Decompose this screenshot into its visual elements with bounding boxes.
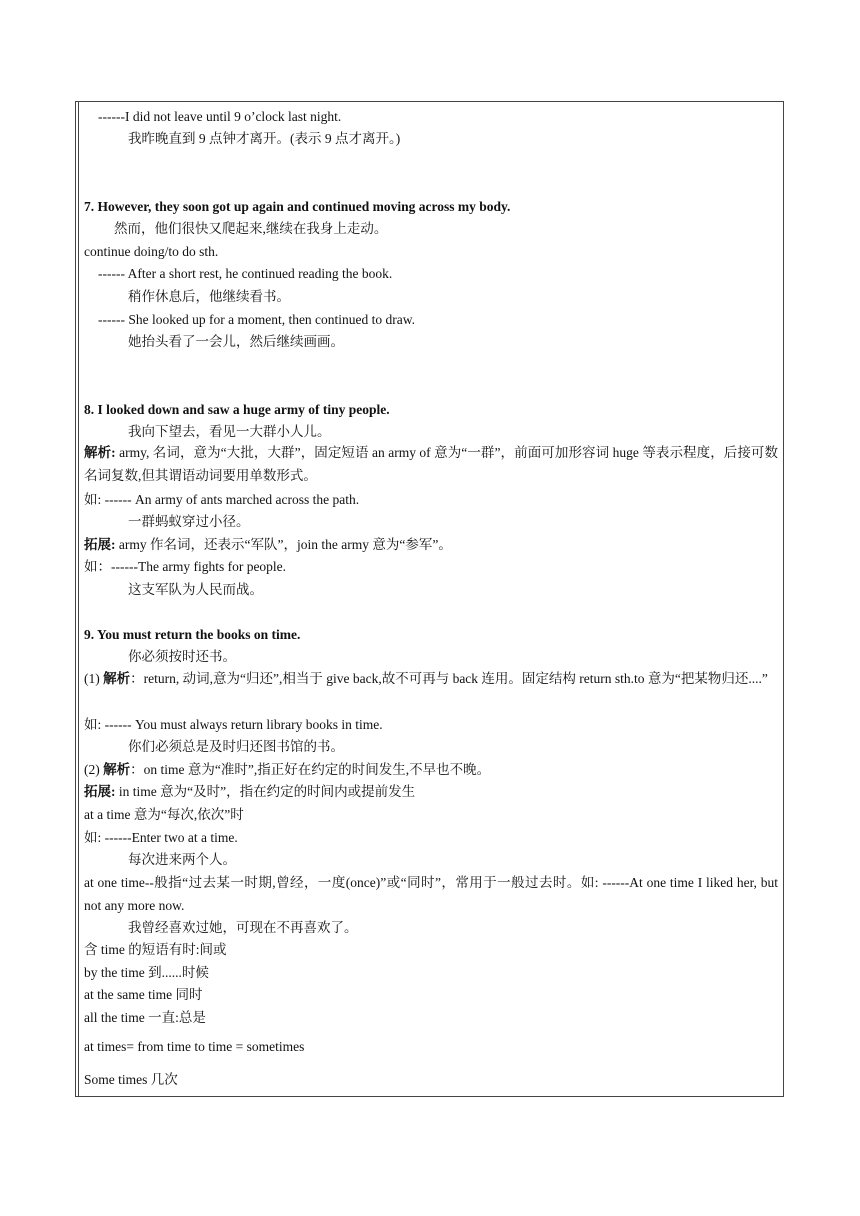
extension-text: in time 意为“及时”，指在约定的时间内或提前发生 bbox=[115, 784, 416, 799]
example-translation: 每次进来两个人。 bbox=[128, 852, 236, 867]
analysis-paragraph bbox=[84, 442, 778, 487]
phrase-line: all the time 一直:总是 bbox=[84, 1010, 206, 1025]
analysis-text: army, 名词，意为“大批，大群”，固定短语 an army of 意为“一群”，前面可加形容词 huge 等表示程度，后接可数名词复数,但其谓语动词要用单数形式。 bbox=[84, 445, 779, 483]
example-sentence: 如: ------ An army of ants marched across the path. bbox=[84, 492, 360, 507]
analysis-label: 解析 bbox=[103, 671, 131, 686]
extension-label: 拓展: bbox=[84, 784, 116, 799]
example-sentence: 如: ------Enter two at a time. bbox=[84, 830, 238, 845]
extension-paragraph bbox=[84, 783, 778, 801]
example-sentence: ------ After a short rest, he continued reading the book. bbox=[98, 266, 393, 281]
phrase-line: Some times 几次 bbox=[84, 1072, 178, 1087]
sentence-9-heading: 9. You must return the books on time. bbox=[84, 627, 301, 642]
analysis-text: ：return, 动词,意为“归还”,相当于 give back,故不可再与 back 连用。固定结构 return sth.to 意为“把某物归还....” bbox=[130, 671, 768, 686]
phrase-pattern: continue doing/to do sth. bbox=[84, 244, 219, 259]
example-translation: 一群蚂蚁穿过小径。 bbox=[128, 514, 250, 529]
phrase-line: at times= from time to time = sometimes bbox=[84, 1039, 305, 1054]
analysis-paragraph bbox=[84, 761, 778, 779]
extension-label: 拓展: bbox=[84, 537, 116, 552]
analysis-label: 解析 bbox=[103, 762, 131, 777]
example-sentence: 如: ------ You must always return library books in time. bbox=[84, 717, 383, 732]
analysis-paragraph bbox=[84, 668, 778, 691]
sentence-7-heading: 7. However, they soon got up again and continued moving across my body. bbox=[84, 199, 511, 214]
example-translation: 我曾经喜欢过她，可现在不再喜欢了。 bbox=[128, 920, 358, 935]
extension-paragraph bbox=[84, 536, 778, 554]
sentence-8-translation: 我向下望去，看见一大群小人儿。 bbox=[128, 424, 331, 439]
sentence-9-translation: 你必须按时还书。 bbox=[128, 649, 236, 664]
example-translation: 这支军队为人民而战。 bbox=[128, 582, 263, 597]
example-sentence: ------ She looked up for a moment, then continued to draw. bbox=[98, 312, 416, 327]
phrase-line: 含 time 的短语有时:间或 bbox=[84, 942, 227, 957]
analysis-label: 解析: bbox=[84, 445, 116, 460]
analysis-number: (1) bbox=[84, 671, 104, 686]
example-translation: 稍作休息后，他继续看书。 bbox=[128, 289, 290, 304]
phrase-paragraph: at one time--般指“过去某一时期,曾经，一度(once)”或“同时”，常用于一般过去时。如: ------At one time I liked her, but not any more now. bbox=[84, 875, 778, 913]
sentence-7-translation: 然而，他们很快又爬起来,继续在我身上走动。 bbox=[114, 221, 388, 236]
example-translation: 我昨晚直到 9 点钟才离开。(表示 9 点才离开。) bbox=[128, 131, 401, 146]
phrase-line: at a time 意为“每次,依次”时 bbox=[84, 807, 244, 822]
analysis-number: (2) bbox=[84, 762, 104, 777]
phrase-line: by the time 到......时候 bbox=[84, 965, 209, 980]
example-translation: 她抬头看了一会儿，然后继续画画。 bbox=[128, 334, 344, 349]
phrase-line: at the same time 同时 bbox=[84, 987, 203, 1002]
example-translation: 你们必须总是及时归还图书馆的书。 bbox=[128, 739, 344, 754]
extension-text: army 作名词，还表示“军队”，join the army 意为“参军”。 bbox=[115, 537, 452, 552]
example-sentence: ------I did not leave until 9 o’clock last night. bbox=[98, 109, 342, 124]
analysis-text: ：on time 意为“准时”,指正好在约定的时间发生,不早也不晚。 bbox=[130, 762, 491, 777]
sentence-8-heading: 8. I looked down and saw a huge army of tiny people. bbox=[84, 402, 390, 417]
example-sentence: 如：------The army fights for people. bbox=[84, 559, 287, 574]
